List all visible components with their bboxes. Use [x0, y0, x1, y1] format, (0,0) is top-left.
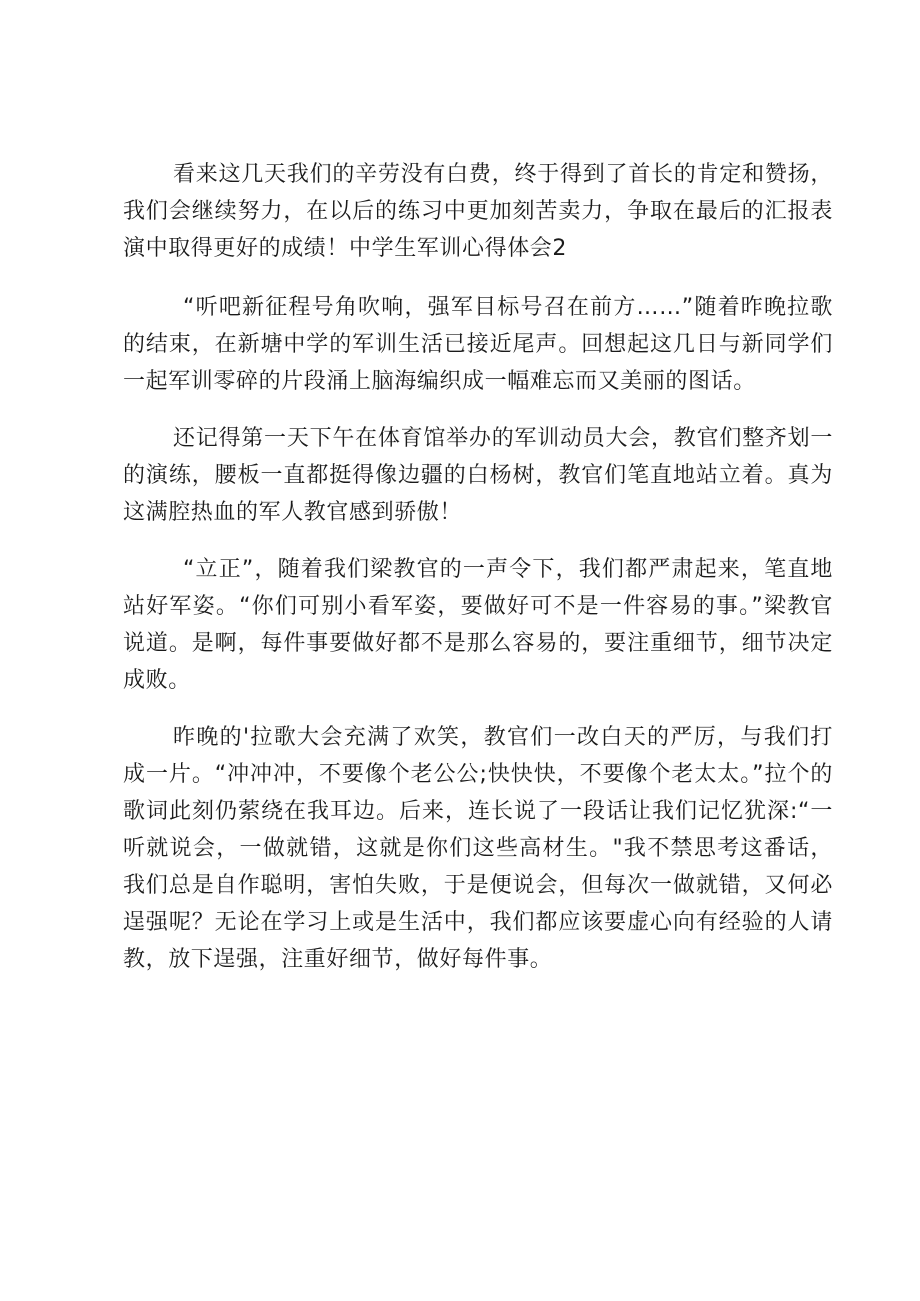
paragraph-4: “立正”，随着我们梁教官的一声令下，我们都严肃起来，笔直地站好军姿。“你们可别小看军姿，要做好可不是一件容易的事。”梁教官说道。是啊，每件事要做好都不是那么容易的，要注重细节，细节决定成败。: [123, 557, 833, 693]
document-body: [123, 156, 833, 998]
paragraph-1: 看来这几天我们的辛劳没有白费，终于得到了首长的肯定和赞扬，我们会继续努力，在以后的练习中更加刻苦卖力，争取在最后的汇报表演中取得更好的成绩！中学生军训心得体会2: [123, 162, 833, 261]
paragraph-2: “听吧新征程号角吹响，强军目标号召在前方……”随着昨晚拉歌的结束，在新塘中学的军训生活已接近尾声。回想起这几日与新同学们一起军训零碎的片段涌上脑海编织成一幅难忘而又美丽的图话。: [123, 295, 833, 394]
paragraph-3: 还记得第一天下午在体育馆举办的军训动员大会，教官们整齐划一的演练，腰板一直都挺得像边疆的白杨树，教官们笔直地站立着。真为这满腔热血的军人教官感到骄傲！: [123, 426, 833, 525]
paragraph-5: 昨晚的'拉歌大会充满了欢笑，教官们一改白天的严厉，与我们打成一片。“冲冲冲，不要像个老公公;快快快，不要像个老太太。”拉个的歌词此刻仍萦绕在我耳边。后来，连长说了一段话让我们记忆犹深:“一听就说会，一做就错，这就是你们这些高材生。"我不禁思考这番话，我们总是自作聪明，害怕失败，于是便说会，但每次一做就错，又何必逞强呢？无论在学习上或是生活中，我们都应该要虚心向有经验的人请教，放下逞强，注重好细节，做好每件事。: [123, 725, 833, 972]
